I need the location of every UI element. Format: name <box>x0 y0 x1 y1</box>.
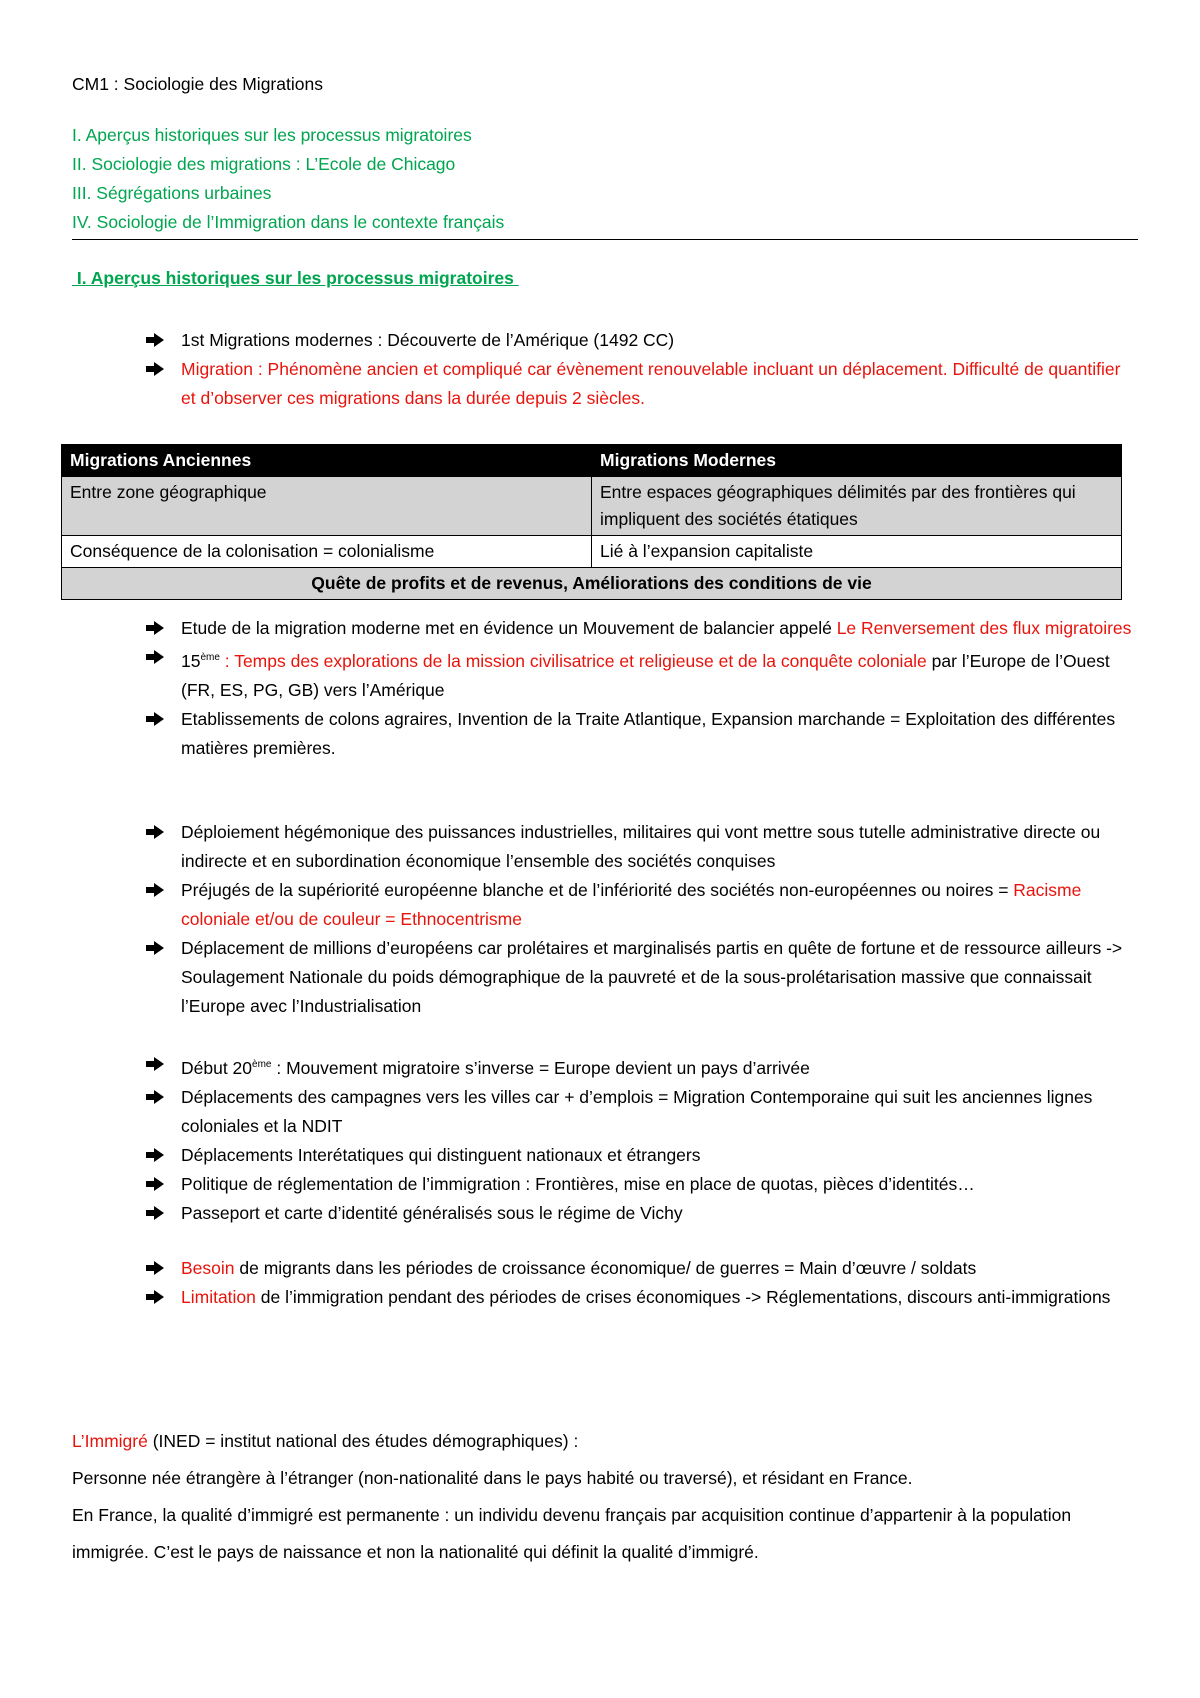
definition-line: Personne née étrangère à l’étranger (non-nationalité dans le pays habité ou traversé), et résidant en France. <box>72 1468 913 1488</box>
list-item: Déplacements des campagnes vers les villes car + d’emplois = Migration Contemporaine qui suit les anciennes lignes coloniales et la NDIT <box>145 1083 1135 1141</box>
arrow-bullet-icon <box>145 1205 165 1221</box>
list-item: Déploiement hégémonique des puissances industrielles, militaires qui vont mettre sous tutelle administrative directe ou indirecte et en subordination économique l’ensemble des sociétés conquises <box>145 818 1135 876</box>
arrow-bullet-icon <box>145 1260 165 1276</box>
toc-item: I. Aperçus historiques sur les processus migratoires <box>72 125 472 145</box>
arrow-bullet-icon <box>145 711 165 727</box>
document-title: CM1 : Sociologie des Migrations <box>72 74 323 94</box>
arrow-bullet-icon <box>145 940 165 956</box>
table-row <box>62 477 1122 536</box>
list-item: Passeport et carte d’identité généralisés sous le régime de Vichy <box>145 1199 1135 1228</box>
migrations-comparison-table <box>61 444 1122 600</box>
list-item: Etablissements de colons agraires, Invention de la Traite Atlantique, Expansion marchande = Exploitation des différentes matières premières. <box>145 705 1135 763</box>
table-cell: Entre espaces géographiques délimités par des frontières qui impliquent des sociétés étatiques <box>592 477 1122 536</box>
table-footer-cell: Quête de profits et de revenus, Améliorations des conditions de vie <box>62 568 1122 600</box>
bullet-list-4 <box>145 1254 1135 1312</box>
list-item: 1st Migrations modernes : Découverte de l’Amérique (1492 CC) <box>145 326 1135 355</box>
arrow-bullet-icon <box>145 882 165 898</box>
list-item: Limitation de l’immigration pendant des périodes de crises économiques -> Réglementations, discours anti-immigrations <box>145 1283 1135 1312</box>
definition-term-line: L’Immigré (INED = institut national des études démographiques) : <box>72 1431 579 1451</box>
table-of-contents <box>72 121 1138 240</box>
list-item: Migration : Phénomène ancien et compliqué car évènement renouvelable incluant un déplacement. Difficulté de quantifier et d’observer ces migrations dans la durée depuis 2 siècles. <box>145 355 1135 413</box>
bullet-list-2 <box>145 818 1135 1021</box>
table-header-cell: Migrations Anciennes <box>62 445 592 477</box>
list-item: Début 20ème : Mouvement migratoire s’inverse = Europe devient un pays d’arrivée <box>145 1050 1135 1083</box>
toc-item: IV. Sociologie de l’Immigration dans le contexte français <box>72 212 505 232</box>
arrow-bullet-icon <box>145 361 165 377</box>
bullet-list-3 <box>145 1050 1135 1228</box>
arrow-bullet-icon <box>145 649 165 665</box>
definition-line: En France, la qualité d’immigré est permanente : un individu devenu français par acquisition continue d’appartenir à la population immigrée. C’est le pays de naissance et non la nationalité qui définit la qualité d’immigré. <box>72 1505 1072 1562</box>
table-header-cell: Migrations Modernes <box>592 445 1122 477</box>
list-item: Etude de la migration moderne met en évidence un Mouvement de balancier appelé Le Renversement des flux migratoires <box>145 614 1135 643</box>
list-item: 15ème : Temps des explorations de la mission civilisatrice et religieuse et de la conquête coloniale par l’Europe de l’Ouest (FR, ES, PG, GB) vers l’Amérique <box>145 643 1135 705</box>
intro-bullet-list <box>145 326 1135 413</box>
table-header-row <box>62 445 1122 477</box>
immigrant-definition <box>72 1423 1138 1571</box>
arrow-bullet-icon <box>145 1289 165 1305</box>
definition-term: L’Immigré <box>72 1431 148 1451</box>
toc-item: II. Sociologie des migrations : L’Ecole de Chicago <box>72 154 456 174</box>
table-cell: Entre zone géographique <box>62 477 592 536</box>
arrow-bullet-icon <box>145 1089 165 1105</box>
table-cell: Lié à l’expansion capitaliste <box>592 536 1122 568</box>
toc-item: III. Ségrégations urbaines <box>72 183 272 203</box>
arrow-bullet-icon <box>145 332 165 348</box>
list-item: Politique de réglementation de l’immigration : Frontières, mise en place de quotas, pièces d’identités… <box>145 1170 1135 1199</box>
table-cell: Conséquence de la colonisation = colonialisme <box>62 536 592 568</box>
bullet-list-1 <box>145 614 1135 763</box>
list-item: Déplacement de millions d’européens car prolétaires et marginalisés partis en quête de fortune et de ressource ailleurs -> Soulagement Nationale du poids démographique de la pauvreté et de la sous-prolétarisation massive que connaissait l’Europe avec l’Industrialisation <box>145 934 1135 1021</box>
list-item: Déplacements Interétatiques qui distinguent nationaux et étrangers <box>145 1141 1135 1170</box>
list-item: Besoin de migrants dans les périodes de croissance économique/ de guerres = Main d’œuvre / soldats <box>145 1254 1135 1283</box>
arrow-bullet-icon <box>145 620 165 636</box>
arrow-bullet-icon <box>145 1176 165 1192</box>
arrow-bullet-icon <box>145 1147 165 1163</box>
table-row <box>62 568 1122 600</box>
table-row <box>62 536 1122 568</box>
arrow-bullet-icon <box>145 824 165 840</box>
list-item: Préjugés de la supériorité européenne blanche et de l’infériorité des sociétés non-européennes ou noires = Racisme coloniale et/ou de couleur = Ethnocentrisme <box>145 876 1135 934</box>
arrow-bullet-icon <box>145 1056 165 1072</box>
section-heading: I. Aperçus historiques sur les processus migratoires <box>72 268 519 288</box>
